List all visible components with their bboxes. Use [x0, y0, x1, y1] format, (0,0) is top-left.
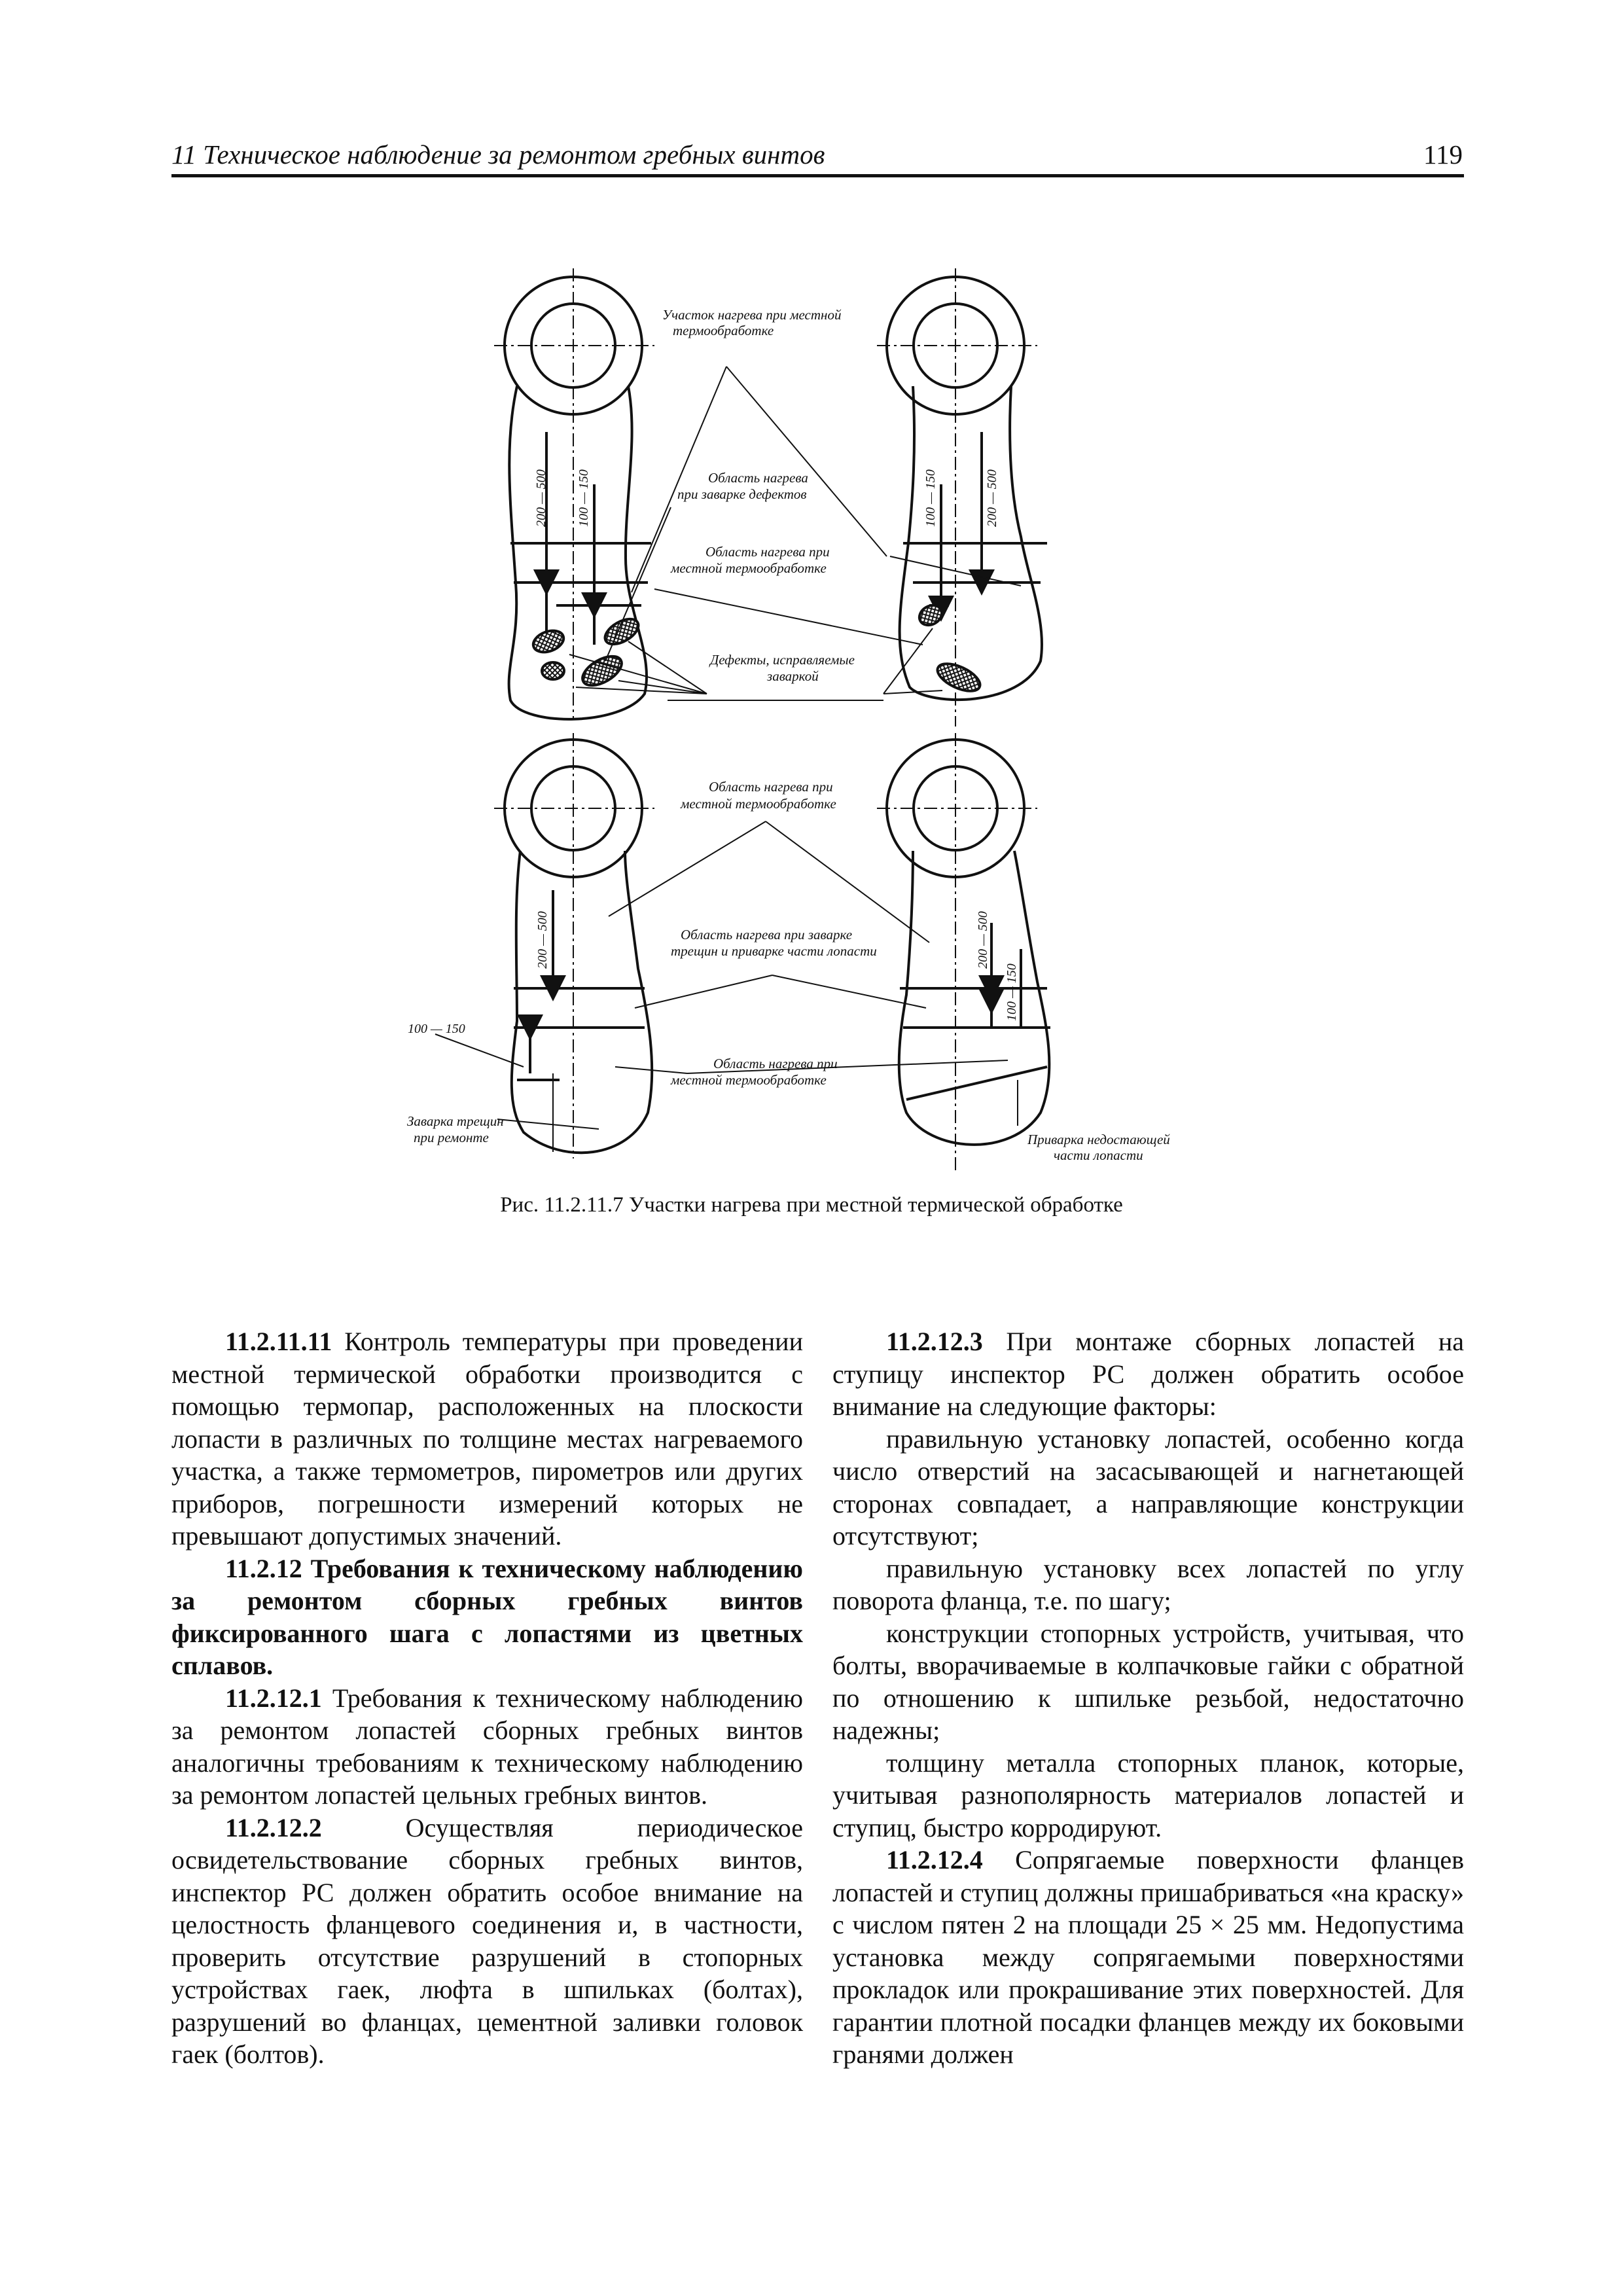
label-crack-weld-1: Область нагрева при заварке: [681, 927, 853, 942]
paragraph-11-2-12-4: 11.2.12.4 Сопрягаемые поверхности фланцев лопастей и ступиц должны пришабриваться «на краску» с числом пятен 2 на площади 25 × 25 мм. Недопустима установка между сопрягаемыми поверхностями прокладок или прокрашивание этих поверхностей. Для гарантии плотной посадки фланцев между их боковыми гранями должен: [832, 1845, 1464, 2069]
dim-200-500-bl: 200 — 500: [535, 911, 550, 969]
list-item-locking-plates: толщину металла стопорных планок, которые, учитывая разнополярность материалов лопастей и ступиц, быстро корродируют.: [832, 1748, 1464, 1842]
label-local-heat-2b: местной термообработке: [681, 796, 836, 812]
blade-bottom-left: [494, 733, 654, 1158]
label-missing-part-2: части лопасти: [1054, 1147, 1143, 1163]
dim-100-150-br: 100 — 150: [1005, 963, 1019, 1021]
running-header-title: 11 Техническое наблюдение за ремонтом гребных винтов: [171, 139, 825, 170]
dim-200-500-br: 200 — 500: [976, 911, 990, 969]
label-local-heat-1b: местной термообработке: [671, 560, 827, 576]
dim-100-150-tr: 100 — 150: [923, 469, 938, 527]
label-local-heat-1a: Область нагрева при: [705, 544, 830, 560]
list-item-blade-install: правильную установку лопастей, особенно когда число отверстий на засасывающей и нагнетающей сторонах совпадает, а направляющие конструкции отсутствуют;: [832, 1424, 1464, 1551]
label-local-heat-3b: местной термообработке: [671, 1072, 827, 1088]
dim-200-500-tr: 200 — 500: [985, 469, 999, 527]
blade-top-left: [494, 268, 654, 720]
dim-100-150-bl: 100 — 150: [408, 1022, 465, 1036]
list-item-locking-devices: конструкции стопорных устройств, учитывая, что болты, вворачиваемые в колпачковые гайки с обратной по отношению к шпильке резьбой, недостаточно надежны;: [832, 1618, 1464, 1745]
left-column: [171, 1325, 803, 2071]
blade-top-right: [877, 268, 1047, 726]
paragraph-11-2-12-2: 11.2.12.2 Осуществляя периодическое освидетельствование сборных гребных винтов, инспектор РС должен обратить особое внимание на целостность фланцевого соединения и, в частности, проверить отсутствие разрушений в стопорных устройствах гаек, люфта в шпильках (болтах), разрушений во фланцах, цементной заливки головок гаек (болтов).: [171, 1812, 803, 2069]
dim-200-500-tl: 200 — 500: [534, 469, 548, 527]
label-local-heat-3a: Область нагрева при: [713, 1056, 838, 1071]
label-crack-repair-1: Заварка трещин: [407, 1113, 504, 1129]
paragraph-11-2-11-11: 11.2.11.11 Контроль температуры при проведении местной термической обработки производится с помощью термопар, расположенных на плоскости лопасти в различных по толщине местах нагреваемого участка, а также термометров, пирометров или других приборов, погрешности измерений которых не превышают допустимых значений.: [171, 1327, 803, 1551]
label-local-heat-2a: Область нагрева при: [709, 779, 833, 795]
heading-11-2-12: 11.2.12 Требования к техническому наблюдению за ремонтом сборных гребных винтов фиксированного шага с лопастями из цветных сплавов.: [171, 1553, 803, 1680]
page-number: 119: [1423, 139, 1463, 170]
label-defects-welded-2: заваркой: [767, 668, 819, 684]
label-top-heat-local-2: термообработке: [673, 323, 774, 338]
right-column: [832, 1325, 1464, 2071]
label-crack-repair-2: при ремонте: [414, 1130, 489, 1145]
label-crack-weld-2: трещин и приварке части лопасти: [671, 943, 877, 959]
paragraph-11-2-12-1: 11.2.12.1 Требования к техническому наблюдению за ремонтом лопастей сборных гребных винтов аналогичны требованиям к техническому наблюдению за ремонтом лопастей цельных гребных винтов.: [171, 1683, 803, 1810]
label-defects-welded-1: Дефекты, исправляемые: [710, 652, 855, 668]
label-defect-weld-area-2: при заварке дефектов: [677, 486, 807, 502]
top-leader-lines: [569, 367, 1021, 700]
list-item-flange-angle: правильную установку всех лопастей по углу поворота фланца, т.е. по шагу;: [832, 1553, 1464, 1615]
label-top-heat-local-1: Участок нагрева при местной: [662, 307, 842, 323]
label-defect-weld-area-1: Область нагрева: [708, 470, 808, 486]
label-missing-part-1: Приварка недостающей: [1027, 1132, 1170, 1147]
blade-bottom-right: [877, 733, 1050, 1172]
figure-caption: Рис. 11.2.11.7 Участки нагрева при местной термической обработке: [500, 1193, 1123, 1217]
paragraph-11-2-12-3: 11.2.12.3 При монтаже сборных лопастей на ступицу инспектор РС должен обратить особое внимание на следующие факторы:: [832, 1327, 1464, 1421]
dim-100-150-tl: 100 — 150: [577, 469, 591, 527]
